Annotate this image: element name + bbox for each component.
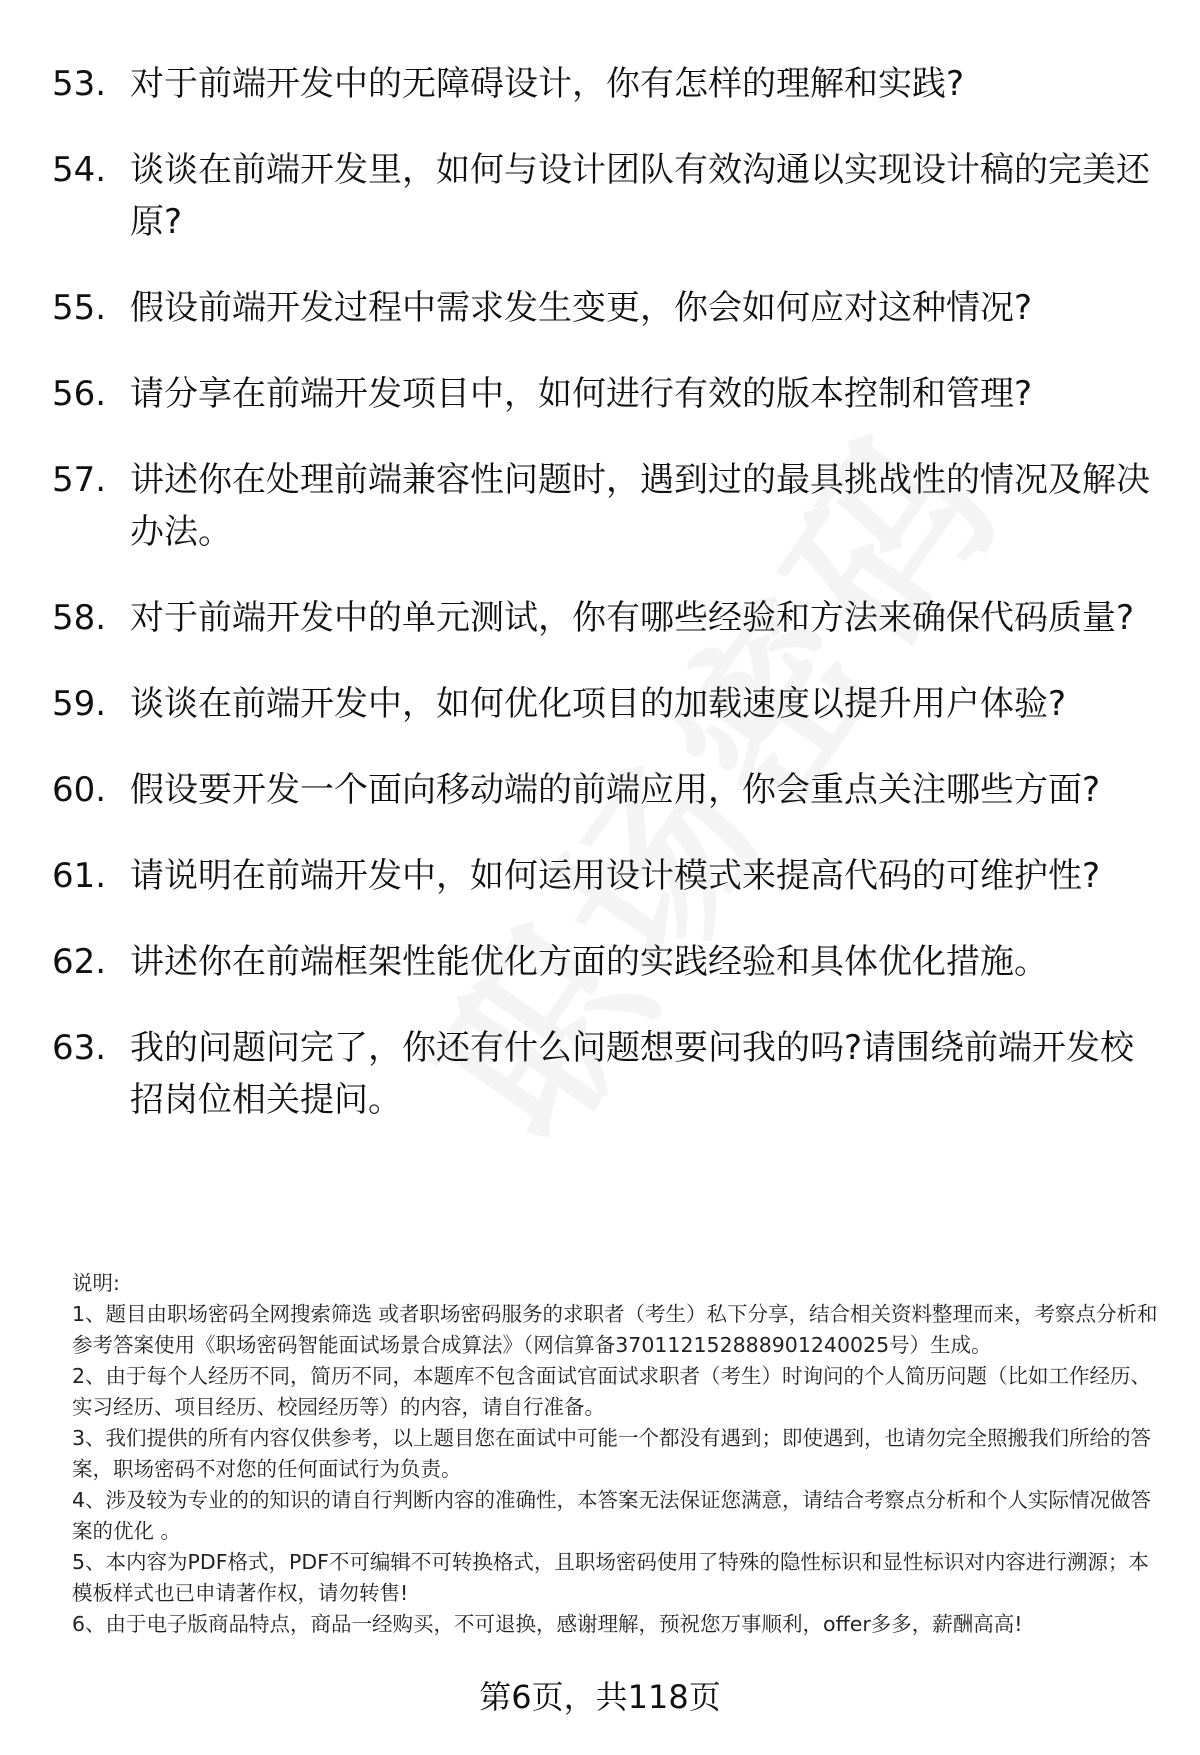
question-number: 53. bbox=[52, 64, 107, 104]
question-text: 假设前端开发过程中需求发生变更，你会如何应对这种情况? bbox=[130, 288, 1033, 328]
question-item bbox=[52, 368, 1152, 420]
question-number: 61. bbox=[52, 856, 107, 896]
note-item: 1、题目由职场密码全网搜索筛选 或者职场密码服务的求职者（考生）私下分享，结合相关资料整理而来，考察点分析和参考答案使用《职场密码智能面试场景合成算法》（网信算备370112152888901240025号）生成。 bbox=[72, 1302, 1158, 1357]
page-number: 第6页，共118页 bbox=[479, 1678, 721, 1716]
question-list bbox=[52, 58, 1152, 1160]
question-number: 57. bbox=[52, 460, 107, 500]
note-item: 2、由于每个人经历不同，简历不同，本题库不包含面试官面试求职者（考生）时询问的个人简历问题（比如工作经历、实习经历、项目经历、校园经历等）的内容，请自行准备。 bbox=[72, 1364, 1152, 1419]
question-item bbox=[52, 936, 1152, 988]
question-item bbox=[52, 764, 1152, 816]
notes-heading: 说明: bbox=[72, 1271, 120, 1295]
question-text: 讲述你在前端框架性能优化方面的实践经验和具体优化措施。 bbox=[130, 942, 1048, 982]
question-item bbox=[52, 850, 1152, 902]
question-text: 请说明在前端开发中，如何运用设计模式来提高代码的可维护性? bbox=[130, 856, 1101, 896]
question-item bbox=[52, 144, 1152, 248]
question-text: 对于前端开发中的单元测试，你有哪些经验和方法来确保代码质量? bbox=[130, 598, 1135, 638]
question-number: 55. bbox=[52, 288, 107, 328]
question-item bbox=[52, 282, 1152, 334]
question-item bbox=[52, 678, 1152, 730]
question-number: 58. bbox=[52, 598, 107, 638]
question-text: 谈谈在前端开发中，如何优化项目的加载速度以提升用户体验? bbox=[130, 684, 1067, 724]
note-item: 4、涉及较为专业的的知识的请自行判断内容的准确性，本答案无法保证您满意，请结合考察点分析和个人实际情况做答案的优化 。 bbox=[72, 1488, 1152, 1543]
notes-section bbox=[72, 1268, 1162, 1640]
question-number: 60. bbox=[52, 770, 107, 810]
note-item: 3、我们提供的所有内容仅供参考，以上题目您在面试中可能一个都没有遇到；即使遇到，也请勿完全照搬我们所给的答案，职场密码不对您的任何面试行为负责。 bbox=[72, 1426, 1152, 1481]
question-number: 54. bbox=[52, 150, 107, 190]
question-item bbox=[52, 1022, 1152, 1126]
question-item bbox=[52, 58, 1152, 110]
question-item bbox=[52, 454, 1152, 558]
question-number: 62. bbox=[52, 942, 107, 982]
question-text: 我的问题问完了，你还有什么问题想要问我的吗?请围绕前端开发校招岗位相关提问。 bbox=[130, 1028, 1135, 1120]
note-item: 6、由于电子版商品特点，商品一经购买，不可退换，感谢理解，预祝您万事顺利，offer多多，薪酬高高! bbox=[72, 1612, 1023, 1636]
question-text: 对于前端开发中的无障碍设计，你有怎样的理解和实践? bbox=[130, 64, 965, 104]
question-number: 59. bbox=[52, 684, 107, 724]
question-text: 请分享在前端开发项目中，如何进行有效的版本控制和管理? bbox=[130, 374, 1033, 414]
question-number: 63. bbox=[52, 1028, 107, 1068]
question-text: 讲述你在处理前端兼容性问题时，遇到过的最具挑战性的情况及解决办法。 bbox=[130, 460, 1150, 552]
note-item: 5、本内容为PDF格式，PDF不可编辑不可转换格式，且职场密码使用了特殊的隐性标识和显性标识对内容进行溯源；本模板样式也已申请著作权，请勿转售! bbox=[72, 1550, 1149, 1605]
question-text: 谈谈在前端开发里，如何与设计团队有效沟通以实现设计稿的完美还原? bbox=[130, 150, 1150, 242]
question-item bbox=[52, 592, 1152, 644]
question-text: 假设要开发一个面向移动端的前端应用，你会重点关注哪些方面? bbox=[130, 770, 1101, 810]
question-number: 56. bbox=[52, 374, 107, 414]
